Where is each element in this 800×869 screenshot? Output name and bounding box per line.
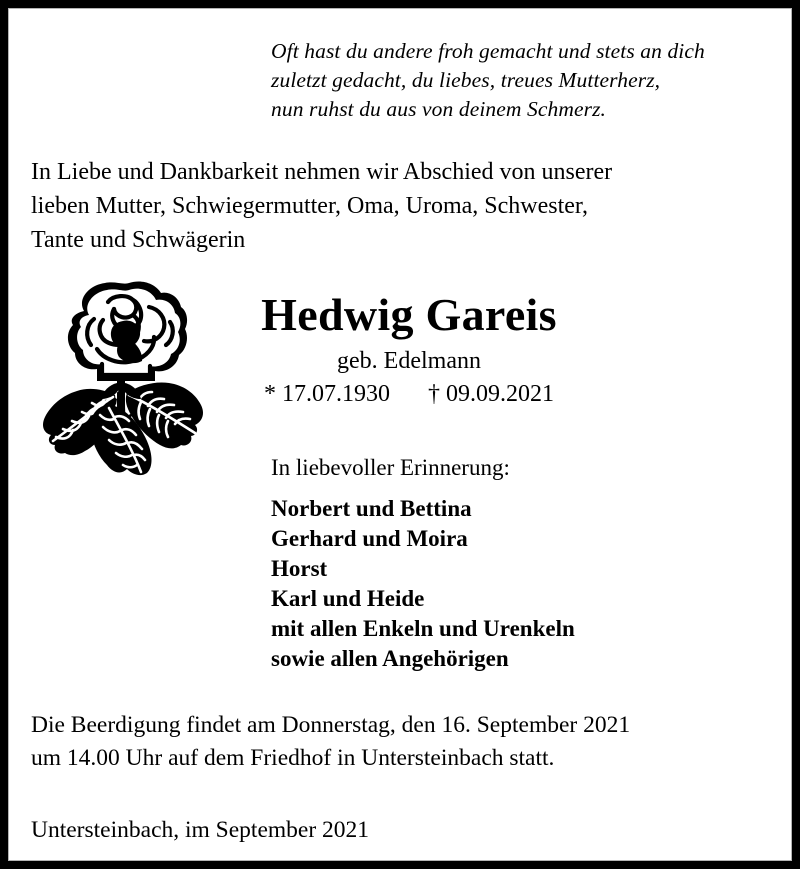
memorial-verse (271, 37, 771, 124)
deceased-name-block (209, 287, 609, 410)
intro-line-2: lieben Mutter, Schwiegermutter, Oma, Uroma, Schwester, (31, 193, 588, 219)
place-and-date: Untersteinbach, im September 2021 (31, 817, 370, 843)
mourner-line: Gerhard und Moira (271, 526, 468, 551)
rose-icon (37, 275, 209, 477)
birth-date: 17.07.1930 (282, 381, 390, 407)
page-title: Hedwig Gareis (261, 289, 557, 340)
memory-heading: In liebevoller Erinnerung: (271, 455, 510, 480)
verse-line-2: zuletzt gedacht, du liebes, treues Mutterherz, (271, 68, 661, 92)
life-dates (209, 378, 609, 410)
birth-symbol: * (264, 381, 276, 407)
verse-line-3: nun ruhst du aus von deinem Schmerz. (271, 97, 607, 121)
obituary-inner-frame (8, 8, 792, 861)
farewell-introduction (31, 155, 771, 257)
mourner-line: Horst (271, 556, 328, 581)
mourner-line: sowie allen Angehörigen (271, 646, 509, 671)
mourner-line: Karl und Heide (271, 586, 425, 611)
funeral-details (31, 709, 771, 775)
death-date: 09.09.2021 (446, 381, 554, 407)
funeral-line-2: um 14.00 Uhr auf dem Friedhof in Untersteinbach statt. (31, 745, 555, 771)
mourner-line: mit allen Enkeln und Urenkeln (271, 616, 575, 641)
intro-line-1: In Liebe und Dankbarkeit nehmen wir Abschied von unserer (31, 159, 613, 185)
memory-block (271, 452, 731, 674)
mourner-line: Norbert und Bettina (271, 496, 472, 521)
funeral-line-1: Die Beerdigung findet am Donnerstag, den 16. September 2021 (31, 712, 631, 738)
death-symbol: † (428, 381, 440, 407)
maiden-name: geb. Edelmann (337, 348, 481, 374)
intro-line-3: Tante und Schwägerin (31, 227, 246, 253)
verse-line-1: Oft hast du andere froh gemacht und stets an dich (271, 39, 705, 63)
